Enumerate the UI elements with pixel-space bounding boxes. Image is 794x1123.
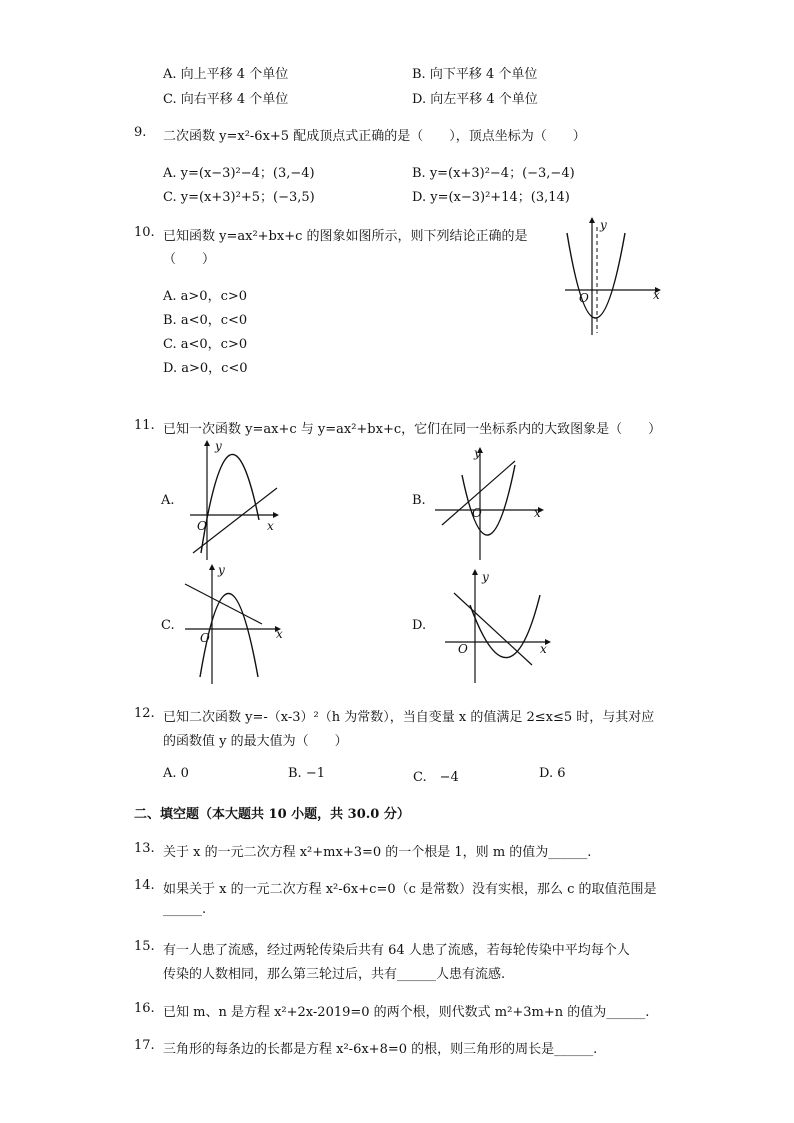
q9-number: 9. xyxy=(134,125,147,140)
q11-graph-d xyxy=(440,565,560,687)
q10-option-a: A. a>0，c>0 xyxy=(163,289,248,304)
section-title: 二、填空题（本大题共 10 小题，共 30.0 分） xyxy=(134,807,410,822)
q11-option-b: B. xyxy=(412,493,426,508)
origin-label: O xyxy=(200,631,210,645)
q16-number: 16. xyxy=(134,1001,155,1016)
q10-y-arrow-icon xyxy=(589,217,595,223)
q11-option-a: A. xyxy=(161,493,175,508)
q12-stem-line2: 的函数值 y 的最大值为（ ） xyxy=(163,734,348,749)
origin-label: O xyxy=(458,642,468,656)
q11-number: 11. xyxy=(134,418,155,433)
q13-text: 关于 x 的一元二次方程 x²+mx+3=0 的一个根是 1，则 m 的值为______. xyxy=(163,845,592,860)
q14-line2: ______. xyxy=(163,902,207,917)
q11-graph-c xyxy=(180,562,290,687)
q9-option-c: C. y=(x+3)²+5；(−3,5) xyxy=(163,190,315,205)
x-label: x xyxy=(540,642,547,656)
q15-number: 15. xyxy=(134,939,155,954)
q9-option-a: A. y=(x−3)²−4；(3,−4) xyxy=(163,166,315,181)
q10-origin-label: O xyxy=(579,291,589,305)
q9-option-d: D. y=(x−3)²+14；(3,14) xyxy=(412,190,570,205)
q17-number: 17. xyxy=(134,1038,155,1053)
q15-line1: 有一人患了流感，经过两轮传染后共有 64 人患了流感，若每轮传染中平均每个人 xyxy=(163,943,630,958)
q12-stem-line1: 已知二次函数 y=-（x-3）²（h 为常数），当自变量 x 的值满足 2≤x≤5 时，与其对应 xyxy=(163,710,655,725)
q11-option-d: D. xyxy=(412,618,427,633)
q10-parabola xyxy=(567,233,625,318)
q10-graph xyxy=(555,215,665,340)
q12-option-b: B. −1 xyxy=(288,766,325,781)
q14-number: 14. xyxy=(134,878,155,893)
q15-line2: 传染的人数相同，那么第三轮过后，共有______人患有流感. xyxy=(163,967,506,982)
q11-stem: 已知一次函数 y=ax+c 与 y=ax²+bx+c，它们在同一坐标系内的大致图象是（ ） xyxy=(163,422,662,437)
origin-label: O xyxy=(197,519,207,533)
q8-option-c: C. 向右平移 4 个单位 xyxy=(163,92,289,107)
q14-line1: 如果关于 x 的一元二次方程 x²-6x+c=0（c 是常数）没有实根，那么 c 的取值范围是 xyxy=(163,882,657,897)
arrow-icon xyxy=(204,440,210,446)
y-label: y xyxy=(215,439,222,453)
q10-paren: （ ） xyxy=(163,252,216,267)
q10-number: 10. xyxy=(134,225,155,240)
q16-text: 已知 m、n 是方程 x²+2x-2019=0 的两个根，则代数式 m²+3m+n 的值为______. xyxy=(163,1005,650,1020)
q10-stem: 已知函数 y=ax²+bx+c 的图象如图所示，则下列结论正确的是 xyxy=(163,229,528,244)
arrow-icon xyxy=(273,512,279,518)
q10-option-b: B. a<0，c<0 xyxy=(163,313,248,328)
q12-number: 12. xyxy=(134,706,155,721)
q8-option-d: D. 向左平移 4 个单位 xyxy=(412,92,538,107)
q9-stem: 二次函数 y=x²-6x+5 配成顶点式正确的是（ ），顶点坐标为（ ） xyxy=(163,129,586,144)
x-label: x xyxy=(276,627,283,641)
y-label: y xyxy=(218,563,225,577)
q11-option-c: C. xyxy=(161,618,175,633)
q13-number: 13. xyxy=(134,841,155,856)
q12-option-a: A. 0 xyxy=(163,766,189,781)
q8-option-a: A. 向上平移 4 个单位 xyxy=(163,67,289,82)
y-label: y xyxy=(482,570,489,584)
arrow-icon xyxy=(472,569,478,575)
arrow-icon xyxy=(209,564,215,570)
q10-x-label: x xyxy=(653,288,660,302)
x-label: x xyxy=(267,519,274,533)
q11-graph-a xyxy=(185,438,290,563)
x-label: x xyxy=(534,506,541,520)
q10-option-d: D. a>0，c<0 xyxy=(163,361,248,376)
q10-y-label: y xyxy=(600,218,607,232)
q9-option-b: B. y=(x+3)²−4；(−3,−4) xyxy=(412,166,575,181)
q11-graph-b xyxy=(430,445,550,565)
q10-option-c: C. a<0，c>0 xyxy=(163,337,248,352)
q8-option-b: B. 向下平移 4 个单位 xyxy=(412,67,538,82)
q12-option-d: D. 6 xyxy=(539,766,566,781)
q12-option-c: C. −4 xyxy=(413,770,459,785)
origin-label: O xyxy=(472,506,482,520)
y-label: y xyxy=(474,446,481,460)
q17-text: 三角形的每条边的长都是方程 x²-6x+8=0 的根，则三角形的周长是______. xyxy=(163,1042,598,1057)
